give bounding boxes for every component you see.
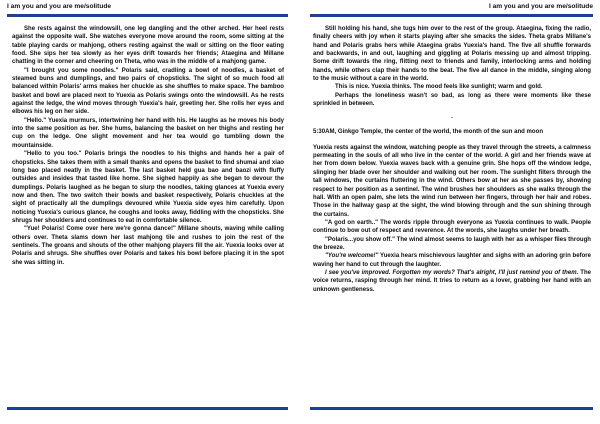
italic-quote: I see you've improved. Forgotten my words? That's alright, I'll just remind you of them. bbox=[325, 269, 579, 276]
paragraph bbox=[313, 269, 591, 294]
italic-quote: "You're welcome!" bbox=[325, 253, 379, 260]
section-separator: . bbox=[451, 114, 453, 121]
dateline: 5:30AM, Ginkgo Temple, the center of the world, the month of the sun and moon bbox=[313, 129, 544, 136]
footer-rule bbox=[310, 407, 593, 410]
header-title: I am you and you are me/solitude bbox=[7, 3, 112, 10]
paragraph-text: Yuexia hears mischievous laughter and sighs with an adoring grin before waving her hand to cut through the laughter. bbox=[313, 253, 591, 268]
paragraph: "Yue! Polaris! Come over here we're gonna dance!" Millane shouts, waving while calling others over. Theta slams down her last mahjong tile and rushes to join the rest of the sentinels. The groans and shouts of the other mahjong players fill the air. Yuexia looks over at Polaris and shrugs. She shuffles over Polaris and takes his bowl before placing it in the spot she was sitting in. bbox=[12, 226, 284, 266]
header-rule bbox=[7, 14, 288, 17]
header-title: I am you and you are me/solitude bbox=[488, 3, 593, 10]
paragraph: This is nice. Yuexia thinks. The mood feels like sunlight; warm and gold. bbox=[335, 84, 543, 91]
left-page-body bbox=[7, 25, 288, 267]
paragraph: "Hello to you too." Polaris brings the noodles to his thighs and hands her a pair of chopsticks. She takes them with a small thanks and opens the basket to find shumai and xiao long bao placed neatly in the basket. The last basket held gua bao and baozi with fluffy outsides and insides that tasted like home. She sighed happily as she began to devour the dumplings. Polaris laughed as he began to slurp the noodles, taking glances at Yuexia every now and then. The two switch their bowls and basket respectively, Polaris chuckles at the sight of practically all the dumplings devoured while Yuexia side eyes him carefully. Upon noticing Yuexia's curious glance, he coughs and looks away, fiddling with the chopsticks. She shrugs her shoulders and continues to eat in comfortable silence. bbox=[12, 151, 284, 224]
right-page bbox=[306, 0, 600, 424]
header-rule bbox=[310, 14, 593, 17]
paragraph-text: The voice returns, rasping through her mind. It tries to return as a lover, grabbing her hand with an unknown gentleness. bbox=[313, 269, 591, 293]
paragraph: "Polaris...you show off." The wind almost seems to laugh with her as a whisper flies through the breeze. bbox=[313, 236, 591, 251]
paragraph: "Hello." Yuexia murmurs, intertwining her hand with his. He laughs as he moves his body into the same position as her. She hums, balancing the basket on her thighs and resting her cup on the ledge. One slight movement and her tea would go tumbling down the mountainside. bbox=[12, 117, 284, 149]
page-gutter bbox=[297, 0, 303, 424]
paragraph bbox=[313, 252, 591, 269]
page-header-right bbox=[310, 0, 593, 14]
paragraph: "I brought you some noodles." Polaris said, cradling a bowl of noodles, a basket of steamed buns and dumplings, and two pairs of chopsticks. The sight of so much food all balanced within Polaris' arms makes her chuckle as she shuffles to make space. The bamboo basket and bowl are placed next to Yuexia as Polaris swings onto the windowsill. As he rests against the ledge, the wind moves through Yuexia's hair, greeting her. She rolls her eyes and elbows his leg on her side. bbox=[12, 67, 284, 116]
paragraph: "A god on earth.." The words ripple through everyone as Yuexia continues to walk. People continue to bow out of respect and reverence. At the words, she laughs under her breath. bbox=[313, 219, 591, 235]
paragraph: She rests against the windowsill, one leg dangling and the other arched. Her heel rests against the opposite wall. She watches everyone move around the room, some sitting at the table playing cards or mahjong, others resting against the wall or sitting on the floor eating food. She sips her tea slowly as her eyes drift towards her friends; Ataegina and Millane chatting in the corner and cheering on Theta, who was in the middle of a mahjong game. bbox=[12, 26, 284, 66]
page-header-left bbox=[7, 0, 288, 14]
right-page-body bbox=[310, 25, 593, 294]
paragraph: Perhaps the loneliness wasn't so bad, as long as there were moments like these sprinkled in between. bbox=[313, 92, 591, 108]
paragraph: Yuexia rests against the window, watching people as they travel through the streets, a calmness permeating in the souls of all who live in the center of the world. A girl and her friends wave at her from down below. Yuexia waves back with a genuine grin. She hops off the window ledge, slinging her blade over her shoulder and walking out her room. The sunlight filters through the tall windows, the curtains fluttering in the wind. Others bow at her as she passes by, showing respect to her position as a sentinel. The wind brushes her shoulders as she walks through the hall. With an open palm, she lets the wind run between her fingers, through her hair and robes. Those in the hallway gasp at the sight, the wind blowing through and the sun shining through the curtains. bbox=[313, 144, 591, 218]
footer-rule bbox=[7, 407, 288, 410]
paragraph: Still holding his hand, she tugs him over to the rest of the group. Ataegina, fixing the radio, finally cheers with joy when it starts playing after she smacks the sides. Theta grabs Millane's hand and Polaris grabs hers while Ataegina grabs Yuexia's hand. The five all shuffle forwards and backwards, in and out, laughing and giggling at Polaris messing up and almost tripping. Some drift towards the ring, flitting next to friends and family, interlocking arms and holding hands, while others clap their hands to the beat. The five all dance in the middle, singing along to the music without a care in the world. bbox=[313, 26, 591, 83]
left-page bbox=[0, 0, 294, 424]
